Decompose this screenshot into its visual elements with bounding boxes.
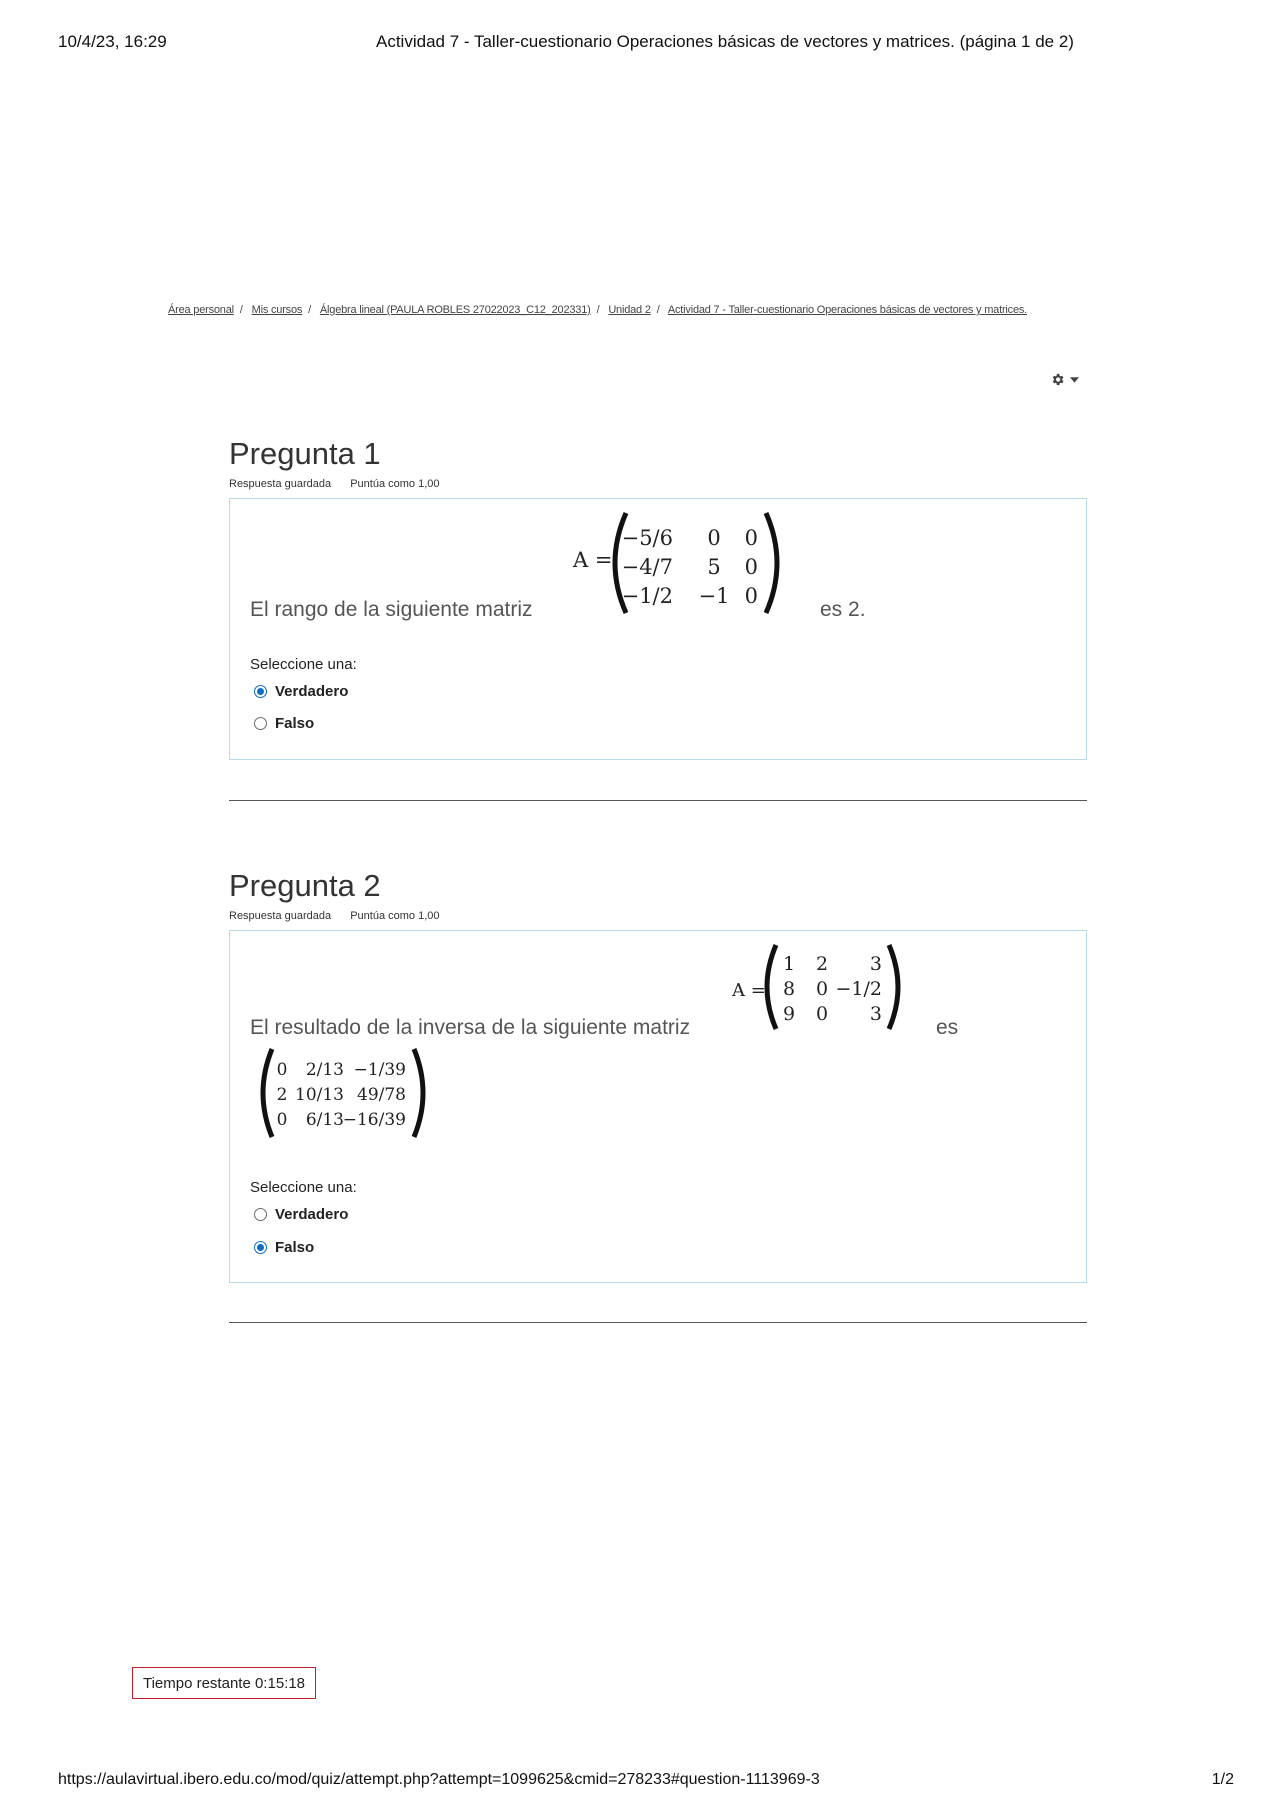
breadcrumb-area-personal[interactable]: Área personal [168, 304, 234, 316]
option-verdadero[interactable] [254, 1206, 348, 1223]
breadcrumb-activity[interactable]: Actividad 7 - Taller-cuestionario Operaciones básicas de vectores y matrices. [667, 304, 1028, 316]
result-matrix [258, 1045, 428, 1141]
matrix-cell: 0 [276, 1060, 288, 1080]
radio-button[interactable] [254, 717, 267, 730]
matrix-cell: 3 [869, 1003, 882, 1025]
question-state: Respuesta guardada [229, 478, 332, 490]
print-doc-title: Actividad 7 - Taller-cuestionario Operaciones básicas de vectores y matrices. (página 1 de 2) [376, 32, 1074, 51]
question-2 [229, 868, 1087, 1283]
question-info [229, 910, 1087, 924]
question-content [229, 930, 1087, 1283]
matrix-cell: 0 [744, 555, 758, 579]
select-prompt: Seleccione una: [250, 656, 357, 673]
matrix-label: A = [732, 980, 766, 1001]
breadcrumb-course[interactable]: Álgebra lineal (PAULA ROBLES 27022023_C12_202331) [319, 304, 591, 316]
matrix-cell: 1 [782, 953, 796, 975]
matrix-cell: 2 [815, 953, 829, 975]
matrix-cell: 8 [782, 978, 796, 1000]
matrix-cell: −1/39 [353, 1060, 406, 1080]
matrix-cell: 0 [276, 1110, 288, 1130]
matrix-cell: 0 [815, 978, 829, 1000]
matrix-cell: −16/39 [342, 1110, 406, 1130]
breadcrumb-separator: / [308, 304, 312, 316]
option-verdadero[interactable] [254, 683, 348, 700]
print-date: 10/4/23, 16:29 [58, 32, 167, 51]
question-grade: Puntúa como 1,00 [350, 910, 440, 922]
radio-button[interactable] [254, 685, 267, 698]
question-text: El rango de la siguiente matriz [250, 598, 533, 621]
matrix-label: A = [573, 548, 613, 572]
settings-menu-button[interactable] [1050, 372, 1079, 387]
breadcrumb [168, 304, 1027, 316]
option-falso[interactable] [254, 715, 314, 732]
option-falso[interactable] [254, 1239, 314, 1256]
divider [229, 800, 1087, 801]
matrix-cell: 10/13 [295, 1085, 344, 1105]
matrix-cell: 0 [744, 584, 758, 608]
divider [229, 1322, 1087, 1323]
matrix-bracket-left [263, 1049, 272, 1137]
matrix-bracket-right [414, 1049, 423, 1137]
question-grade: Puntúa como 1,00 [350, 478, 440, 490]
question-title: Pregunta 2 [229, 868, 381, 903]
matrix-cell: 0 [744, 526, 758, 550]
matrix-cell: 49/78 [357, 1085, 406, 1105]
question-text-after: es [936, 1016, 959, 1039]
matrix-cell: 9 [782, 1003, 796, 1025]
matrix-bracket-right [889, 945, 898, 1029]
gear-icon [1050, 372, 1065, 387]
matrix-bracket-right [766, 513, 777, 613]
matrix-cell: 2/13 [305, 1060, 344, 1080]
matrix-cell: 2 [276, 1085, 288, 1105]
option-label: Falso [275, 715, 315, 732]
question-text-after: es 2. [820, 598, 866, 621]
question-content [229, 498, 1087, 760]
breadcrumb-unit[interactable]: Unidad 2 [608, 304, 651, 316]
question-state: Respuesta guardada [229, 910, 332, 922]
question-1 [229, 436, 1087, 760]
matrix-cell: −5/6 [621, 526, 673, 550]
question-title: Pregunta 1 [229, 436, 381, 471]
breadcrumb-separator: / [656, 304, 660, 316]
radio-button[interactable] [254, 1208, 267, 1221]
matrix-bracket-left [767, 945, 776, 1029]
matrix-cell: 6/13 [305, 1110, 344, 1130]
radio-button[interactable] [254, 1241, 267, 1254]
matrix-cell: 5 [707, 555, 721, 579]
breadcrumb-separator: / [239, 304, 243, 316]
matrix-a [732, 941, 902, 1033]
breadcrumb-mis-cursos[interactable]: Mis cursos [251, 304, 303, 316]
time-remaining: Tiempo restante 0:15:18 [132, 1667, 316, 1699]
option-label: Falso [275, 1239, 315, 1256]
matrix-cell: 3 [869, 953, 882, 975]
matrix-cell: 0 [815, 1003, 829, 1025]
caret-down-icon [1070, 377, 1079, 383]
option-label: Verdadero [275, 683, 349, 700]
matrix-cell: −1 [698, 584, 730, 608]
matrix-a [570, 507, 800, 619]
select-prompt: Seleccione una: [250, 1179, 357, 1196]
breadcrumb-separator: / [596, 304, 600, 316]
matrix-cell: 0 [707, 526, 721, 550]
option-label: Verdadero [275, 1206, 349, 1223]
question-text: El resultado de la inversa de la siguiente matriz [250, 1016, 691, 1039]
print-url: https://aulavirtual.ibero.edu.co/mod/quiz/attempt.php?attempt=1099625&cmid=278233#question-1113969-3 [58, 1771, 820, 1788]
matrix-cell: −4/7 [621, 555, 673, 579]
question-info [229, 478, 1087, 492]
print-page-number: 1/2 [1211, 1771, 1234, 1788]
matrix-cell: −1/2 [835, 978, 882, 1000]
print-header [58, 32, 1222, 52]
matrix-cell: −1/2 [621, 584, 673, 608]
